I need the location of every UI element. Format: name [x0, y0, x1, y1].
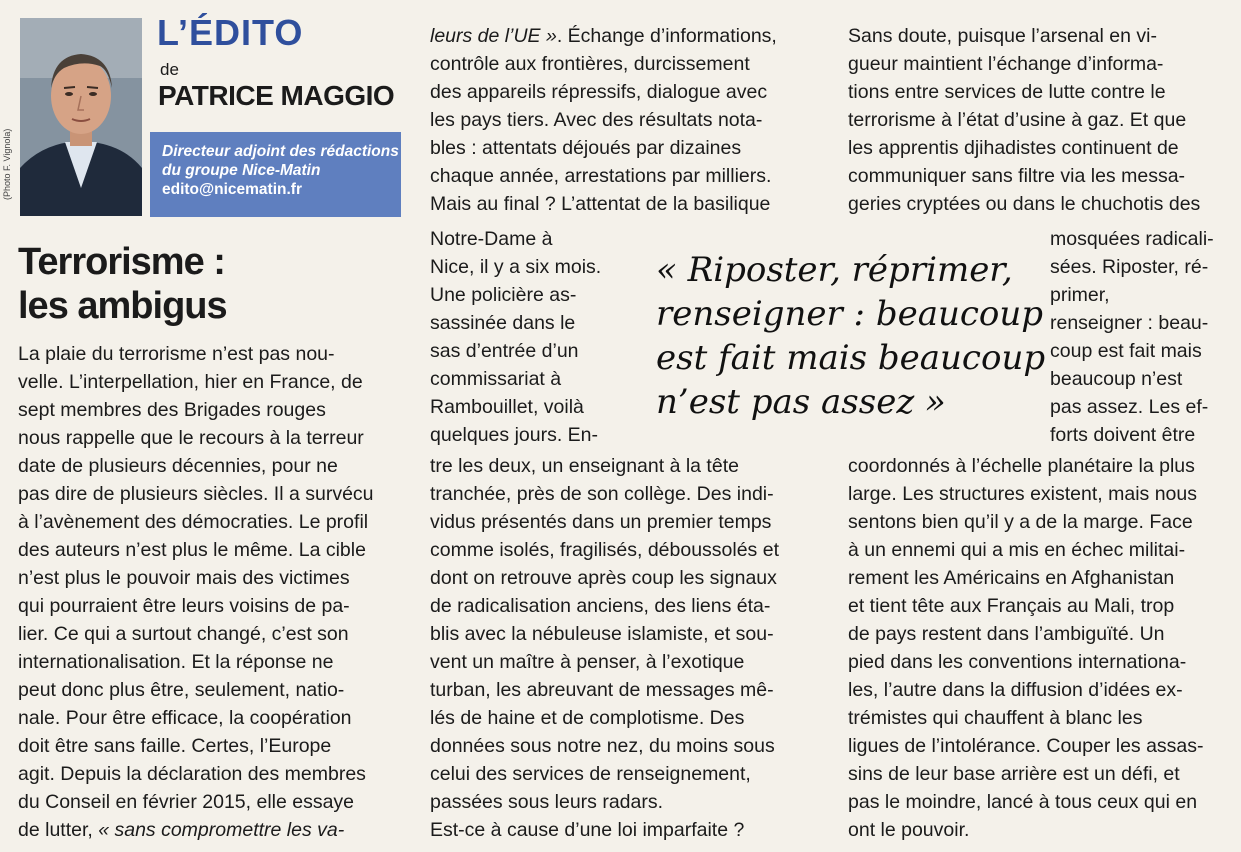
text-line: les pays tiers. Avec des résultats nota-: [430, 109, 763, 131]
text-line: n’est plus le pouvoir mais des victimes: [18, 567, 350, 589]
text-line: vent un maître à penser, à l’exotique: [430, 651, 745, 673]
text-line: bles : attentats déjoués par dizaines: [430, 137, 742, 159]
text-line: dont on retrouve après coup les signaux: [430, 567, 777, 589]
text-line: terrorisme à l’état d’usine à gaz. Et que: [848, 109, 1187, 131]
section-title: L’ÉDITO: [157, 12, 304, 53]
text-line: sées. Riposter, ré-: [1050, 256, 1209, 278]
text-line: Une policière as-: [430, 284, 577, 306]
text-line: forts doivent être: [1050, 424, 1196, 446]
author-role-line-1: Directeur adjoint des rédactions: [162, 143, 399, 160]
quote-fragment: leurs de l’UE »: [430, 25, 557, 47]
article-column-3-top: [848, 22, 1200, 218]
text-line: ont le pouvoir.: [848, 819, 970, 841]
text-line: mosquées radicali-: [1050, 228, 1214, 250]
text-line: pied dans les conventions internationa-: [848, 651, 1187, 673]
text-line: blis avec la nébuleuse islamiste, et sou-: [430, 623, 774, 645]
text-line: chaque année, arrestations par milliers.: [430, 165, 772, 187]
text-line: pas dire de plusieurs siècles. Il a survécu: [18, 483, 374, 505]
text-line: quelques jours. En-: [430, 424, 599, 446]
article-column-2-bottom: [430, 452, 779, 844]
text-line: nale. Pour être efficace, la coopération: [18, 707, 352, 729]
text-line: Rambouillet, voilà: [430, 396, 584, 418]
text-line: renseigner : beau-: [1050, 312, 1209, 334]
article-column-2-top: [430, 22, 777, 218]
text-line: à un ennemi qui a mis en échec militai-: [848, 539, 1186, 561]
text-line: de pays restent dans l’ambiguïté. Un: [848, 623, 1165, 645]
text-fragment: . Échange d’informations,: [556, 25, 777, 47]
text-line: commissariat à: [430, 368, 562, 390]
article-headline: [18, 240, 227, 328]
author-name: PATRICE MAGGIO: [158, 80, 395, 111]
text-line: communiquer sans filtre via les messa-: [848, 165, 1186, 187]
text-line: tranchée, près de son collège. Des indi-: [430, 483, 774, 505]
text-line: Sans doute, puisque l’arsenal en vi-: [848, 25, 1157, 47]
text-line: lés de haine et de complotisme. Des: [430, 707, 745, 729]
text-line: primer,: [1050, 284, 1110, 306]
headline-line: Terrorisme :: [18, 241, 225, 283]
pull-quote-line: « Riposter, réprimer,: [656, 250, 1013, 290]
text-line: tions entre services de lutte contre le: [848, 81, 1166, 103]
text-line: sassinée dans le: [430, 312, 576, 334]
text-line: vidus présentés dans un premier temps: [430, 511, 772, 533]
author-email[interactable]: edito@nicematin.fr: [162, 181, 302, 198]
article-column-3-narrow: [1050, 225, 1214, 449]
text-line: à l’avènement des démocraties. Le profil: [18, 511, 369, 533]
text-line: contrôle aux frontières, durcissement: [430, 53, 750, 75]
text-line: beaucoup n’est: [1050, 368, 1183, 390]
author-photo: [20, 18, 142, 216]
text-line: tre les deux, un enseignant à la tête: [430, 455, 739, 477]
text-line: de radicalisation anciens, des liens éta-: [430, 595, 771, 617]
text-line: pas le moindre, lancé à tous ceux qui en: [848, 791, 1198, 813]
text-line: trémistes qui chauffent à blanc les: [848, 707, 1143, 729]
text-line: rement les Américains en Afghanistan: [848, 567, 1175, 589]
text-line: Nice, il y a six mois.: [430, 256, 602, 278]
text-line: nous rappelle que le recours à la terreur: [18, 427, 364, 449]
author-role-box: [150, 132, 401, 217]
pull-quote-line: renseigner : beaucoup: [656, 294, 1044, 334]
text-line: celui des services de renseignement,: [430, 763, 751, 785]
text-line: coordonnés à l’échelle planétaire la plus: [848, 455, 1195, 477]
photo-credit: (Photo F. Vignola): [2, 128, 12, 200]
text-line: date de plusieurs décennies, pour ne: [18, 455, 338, 477]
byline-prefix: de: [160, 60, 179, 79]
text-line: Est-ce à cause d’une loi imparfaite ?: [430, 819, 745, 841]
text-line: La plaie du terrorisme n’est pas nou-: [18, 343, 335, 365]
headline-line: les ambigus: [18, 285, 227, 327]
text-line: sentons bien qu’il y a de la marge. Face: [848, 511, 1193, 533]
text-line: du Conseil en février 2015, elle essaye: [18, 791, 355, 813]
pull-quote-line: est fait mais beaucoup: [656, 338, 1046, 378]
text-line: [18, 816, 374, 844]
text-line: internationalisation. Et la réponse ne: [18, 651, 334, 673]
text-line: Mais au final ? L’attentat de la basilique: [430, 193, 771, 215]
text-line: passées sous leurs radars.: [430, 791, 664, 813]
text-line: des auteurs n’est plus le même. La cible: [18, 539, 366, 561]
text-line: lier. Ce qui a surtout changé, c’est son: [18, 623, 349, 645]
text-line: les apprentis djihadistes continuent de: [848, 137, 1179, 159]
article-column-2-narrow: [430, 225, 601, 449]
text-line: [430, 22, 777, 50]
pull-quote: [656, 248, 1046, 424]
author-role-line-2: du groupe Nice-Matin: [162, 162, 321, 179]
quote-fragment: « sans compromettre les va-: [98, 819, 345, 841]
text-line: sas d’entrée d’un: [430, 340, 579, 362]
text-line: peut donc plus être, seulement, natio-: [18, 679, 345, 701]
text-line: gueur maintient l’échange d’informa-: [848, 53, 1164, 75]
text-line: turban, les abreuvant de messages mê-: [430, 679, 774, 701]
text-line: coup est fait mais: [1050, 340, 1202, 362]
text-line: des appareils répressifs, dialogue avec: [430, 81, 768, 103]
text-line: comme isolés, fragilisés, déboussolés et: [430, 539, 779, 561]
text-line: large. Les structures existent, mais nous: [848, 483, 1197, 505]
text-fragment: de lutter,: [18, 819, 99, 841]
text-line: ligues de l’intolérance. Couper les assas-: [848, 735, 1204, 757]
text-line: sept membres des Brigades rouges: [18, 399, 326, 421]
text-line: sins de leur base arrière est un défi, et: [848, 763, 1180, 785]
text-line: données sous notre nez, du moins sous: [430, 735, 775, 757]
text-line: agit. Depuis la déclaration des membres: [18, 763, 366, 785]
text-line: les, l’autre dans la diffusion d’idées ex-: [848, 679, 1183, 701]
text-line: Notre-Dame à: [430, 228, 553, 250]
pull-quote-line: n’est pas assez »: [656, 382, 946, 422]
article-column-1: [18, 340, 374, 844]
text-line: qui pourraient être leurs voisins de pa-: [18, 595, 350, 617]
author-portrait-illustration: [20, 18, 142, 216]
text-line: doit être sans faille. Certes, l’Europe: [18, 735, 332, 757]
text-line: velle. L’interpellation, hier en France, de: [18, 371, 363, 393]
text-line: pas assez. Les ef-: [1050, 396, 1209, 418]
article-column-3-bottom: [848, 452, 1204, 844]
text-line: et tient tête aux Français au Mali, trop: [848, 595, 1175, 617]
text-line: geries cryptées ou dans le chuchotis des: [848, 193, 1201, 215]
